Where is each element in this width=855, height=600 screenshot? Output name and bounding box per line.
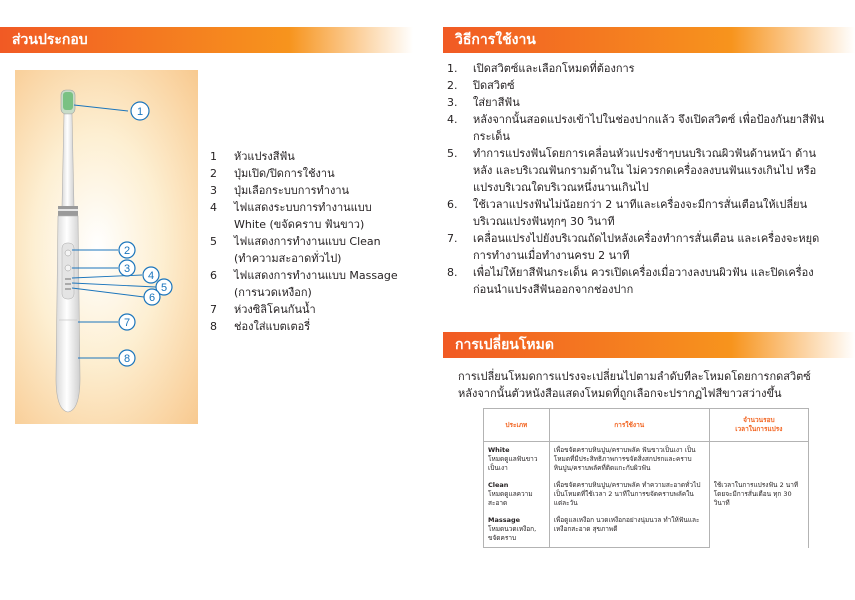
mode-cell	[484, 442, 550, 478]
mode-name: Clean	[488, 481, 509, 489]
list-item: 3 ปุ่มเลือกระบบการทำงาน	[210, 184, 350, 197]
mode-cell	[484, 477, 550, 512]
callout-8: 8	[123, 353, 131, 365]
list-item: 7 ห่วงซิลิโคนกันน้ำ	[210, 303, 316, 316]
callout-6: 6	[148, 292, 156, 304]
usage-cell: เพื่อขจัดคราบหินปูน/คราบพลัค ฟันขาวเป็นเงา เป็นโหมดที่มีประสิทธิภาพการขจัดสิ่งสกปรกและคราบหินปูน/คราบพลัคที่ติดแกะกับผิวฟัน	[549, 442, 709, 478]
list-item: 7. เคลื่อนแปรงไปยังบริเวณถัดไปหลังเครื่องทำการสั่นเตือน และเครื่องจะหยุดการทำงานเมื่อทำงานครบ 2 นาที	[447, 232, 820, 262]
list-item: 4 ไฟแสดงระบบการทำงานแบบ White (ขจัดคราบ ฟันขาว)	[210, 201, 372, 231]
list-item: 6 ไฟแสดงการทำงานแบบ Massage (การนวดเหงือก)	[210, 269, 398, 299]
column-header-usage: การใช้งาน	[549, 409, 709, 442]
list-item: 5. ทำการแปรงฟันโดยการเคลื่อนหัวแปรงช้าๆบนบริเวณผิวฟันด้านหน้า ด้านหลัง และบริเวณฟันกรามด้านใน ไม่ควรกดเครื่องลงบนฟันแรงเกินไป หรือแปรงบริเวณใดบริเวณหนึ่งนานเกินไป	[447, 147, 817, 194]
list-item: 5 ไฟแสดงการทำงานแบบ Clean (ทำความสะอาดทั่วไป)	[210, 235, 381, 265]
parts-section-header: ส่วนประกอบ	[0, 27, 413, 53]
usage-cell: เพื่อดูแลเหงือก นวดเหงือกอย่างนุ่มนวล ทำให้ฟันและเหงือกสะอาด สุขภาพดี	[549, 512, 709, 548]
list-item: 8. เพื่อไม่ให้ยาสีฟันกระเด็น ควรเปิดเครื่องเมื่อวางลงบนผิวฟัน และปิดเครื่องก่อนนำแปรงสีฟันออกจากช่องปาก	[447, 266, 814, 296]
callout-1: 1	[136, 106, 144, 118]
usage-section-header: วิธีการใช้งาน	[443, 27, 855, 53]
list-item: 2 ปุ่มเปิด/ปิดการใช้งาน	[210, 167, 335, 180]
callout-7: 7	[123, 317, 131, 329]
column-header-type: ประเภท	[484, 409, 550, 442]
list-item: 1. เปิดสวิตซ์และเลือกโหมดที่ต้องการ	[447, 62, 635, 75]
usage-cell: เพื่อขจัดคราบหินปูน/คราบพลัค ทำความสะอาดทั่วไป เป็นโหมดที่ใช้เวลา 2 นาทีในการขจัดคราบพลัคในแต่ละวัน	[549, 477, 709, 512]
mode-section-header: การเปลี่ยนโหมด	[443, 332, 855, 358]
mode-intro-text: การเปลี่ยนโหมดการแปรงจะเปลี่ยนไปตามลำดับทีละโหมดโดยการกดสวิตซ์ หลังจากนั้นตัวหนังสือแสดงโหมดที่ถูกเลือกจะปรากฏไฟสีขาวสว่างขึ้น	[458, 370, 811, 400]
list-item: 3. ใส่ยาสีฟัน	[447, 96, 520, 109]
mode-desc: โหมดดูแลความสะอาด	[488, 490, 533, 507]
list-item: 1 หัวแปรงสีฟัน	[210, 150, 295, 163]
table-row	[484, 442, 809, 478]
mode-name: White	[488, 446, 510, 454]
column-header-time: จำนวนรอบ เวลาในการแปรง	[709, 409, 808, 442]
mode-cell	[484, 512, 550, 548]
usage-steps-list	[447, 60, 827, 298]
callout-5: 5	[160, 282, 168, 294]
mode-desc: โหมดนวดเหงือก, ขจัดคราบ	[488, 525, 537, 542]
list-item: 4. หลังจากนั้นสอดแปรงเข้าไปในช่องปากแล้ว จึงเปิดสวิตซ์ เพื่อป้องกันยาสีฟันกระเด็น	[447, 113, 825, 143]
parts-list	[210, 148, 404, 335]
toothbrush-illustration	[38, 78, 188, 428]
table-header-row	[484, 409, 809, 442]
list-item: 2. ปิดสวิตซ์	[447, 79, 515, 92]
time-cell: ใช้เวลาในการแปรงฟัน 2 นาที โดยจะมีการสั่นเตือน ทุก 30 วินาที	[709, 442, 808, 548]
callout-4: 4	[147, 270, 155, 282]
list-item: 8 ช่องใส่แบตเตอรี่	[210, 320, 311, 333]
mode-table	[483, 408, 809, 548]
callout-3: 3	[123, 263, 131, 275]
mode-name: Massage	[488, 516, 521, 524]
callout-2: 2	[123, 245, 131, 257]
list-item: 6. ใช้เวลาแปรงฟันไม่น้อยกว่า 2 นาทีและเครื่องจะมีการสั่นเตือนให้เปลี่ยนบริเวณแปรงฟันทุกๆ 30 วินาที	[447, 198, 808, 228]
mode-desc: โหมดดูแลฟันขาว เป็นเงา	[488, 455, 538, 472]
